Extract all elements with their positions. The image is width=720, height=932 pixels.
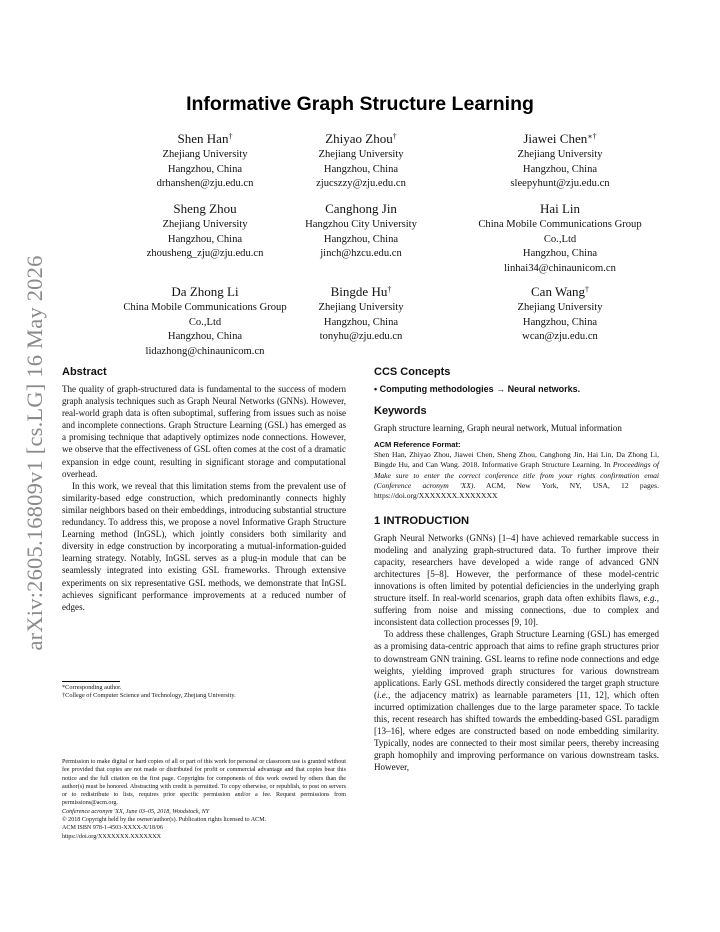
author-line: China Mobile Communications Group [478,219,642,230]
author-line: zjucszzy@zju.edu.cn [316,178,406,189]
intro-p1-eg: e.g. [643,593,657,604]
author-card [460,283,660,345]
author-line: Zhejiang University [318,302,404,313]
author-card [261,130,461,192]
footnote-corresponding: *Corresponding author. [62,684,122,691]
intro-paragraph-1 [374,532,659,629]
author-line: Hangzhou, China [323,233,399,245]
author-line: Zhejiang University [162,149,248,160]
permission-text: Permission to make digital or hard copies of all or part of this work for personal or classroom use is granted without fee provided that copies are not made or distributed for profit or commercial advantage and that copies bear this notice and the full citation on the first page. Copyrights for components of this work owned by others than the author(s) must be honored. Abstracting with credit is permitted. To copy otherwise, or republish, to post on servers or to redistribute to lists, requires prior specific permission and/or a fee. Request permissions from permissions@acm.org. [62,759,346,807]
author-line: jinch@hzcu.edu.cn [320,248,402,259]
author-line: Co.,Ltd [543,233,577,245]
author-mark: † [392,132,397,141]
acm-ref-proceedings: Proceedings of Make sure to enter the correct conference title from your rights confirmation emai (Conference acronym 'XX) [374,460,659,490]
author-line: Hangzhou City University [305,219,417,230]
author-name: Hai Lin [539,201,581,216]
conference-line: Conference acronym 'XX, June 03–05, 2018, Woodstock, NY [62,808,210,815]
footnotes [62,684,346,701]
author-name: Canghong Jin [325,201,397,216]
intro-p2-a: To address these challenges, Graph Structure Learning (GSL) has emerged as a promising data-centric approach that aims to refine graph structures prior to downstream GNN training. GSL learns to refine node connections and edge weights, yielding improved graph structures for various downstream applications. Early GSL methods directly considered the target graph structure ( [374,629,659,700]
author-line: Co.,Ltd [188,316,222,328]
isbn-line: ACM ISBN 978-1-4503-XXXX-X/18/06 [62,825,163,832]
author-line: Hangzhou, China [323,163,399,175]
permission-block [62,758,346,841]
author-line: Hangzhou, China [167,331,243,342]
paper-title: Informative Graph Structure Learning [186,93,534,115]
arxiv-stamp-text: arXiv:2605.16809v1 [cs.LG] 16 May 2026 [22,255,47,651]
author-name: Sheng Zhou [173,201,237,216]
author-line: sleepyhunt@zju.edu.cn [510,178,610,189]
author-name: Zhiyao Zhou† [325,131,397,146]
author-line: Hangzhou, China [167,233,243,245]
author-line: lidazhong@chinaunicom.cn [145,345,265,357]
author-mark: † [228,132,233,141]
author-card [261,283,461,345]
author-line: zhousheng_zju@zju.edu.cn [146,248,264,259]
acm-ref-authors: Shen Han, Zhiyao Zhou, Jiawei Chen, Sheng Zhou, Canghong Jin, Hai Lin, Da Zhong Li, Bingde Hu, and Can Wang. 2018. Informative Graph Structure Learning. In [374,450,659,470]
author-line: Hangzhou, China [167,163,243,175]
author-line: tonyhu@zju.edu.cn [319,331,403,342]
intro-p1-b: , suffering from noise and missing connections, due to complex and inconsistent data collection processes [9, 10]. [374,593,659,628]
footnote-rule [62,681,120,682]
author-name: Can Wang† [531,284,589,299]
author-mark: † [584,285,589,294]
intro-heading: 1 INTRODUCTION [374,514,470,527]
right-column [374,366,659,773]
author-line: Hangzhou, China [522,316,598,328]
footnote-affiliation: †College of Computer Science and Technology, Zhejiang University. [62,692,236,700]
author-line: Zhejiang University [517,302,603,313]
intro-p2-ie: i.e. [377,689,389,700]
author-name: Shen Han† [177,131,233,146]
author-line: linhai34@chinaunicom.cn [504,262,616,274]
author-mark: ∗† [587,132,597,141]
intro-p1-a: Graph Neural Networks (GNNs) [1–4] have achieved remarkable success in modeling and analyzing graph-structured data. To further improve their capacity, researchers have developed a wide range of advanced GNN architectures [5–8]. However, the performance of these model-centric innovations is often limited by potential deficiencies in the underlying graph structure itself. In real-world scenarios, graph data often exhibits flaws, [374,532,659,604]
author-line: Zhejiang University [517,149,603,160]
author-name: Jiawei Chen∗† [523,131,597,146]
abstract-paragraph-2: In this work, we reveal that this limitation stems from the prevalent use of similarity-based edge construction, which predominantly connects highly similar neighbors based on their embeddings, introducing substantial structure redundancy. To address this, we propose a novel Informative Graph Structure Learning method (InGSL), which jointly considers both similarity and diversity in edge construction by incorporating a mutual-information-guided learning strategy. Notably, InGSL serves as a plug-in module that can be seamlessly integrated into existing GSL frameworks. Through extensive experiments on six representative GSL methods, we demonstrate that InGSL achieves significant performance improvements at a reduced number of edges. [62,480,346,612]
acm-ref-tail: . ACM, New York, NY, USA, 12 pages. https://doi.org/XXXXXXX.XXXXXXX [374,480,660,501]
keywords-text: Graph structure learning, Graph neural network, Mutual information [374,423,622,433]
author-line: China Mobile Communications Group [123,302,287,313]
copyright-line: © 2018 Copyright held by the owner/author(s). Publication rights licensed to ACM. [62,817,267,824]
author-line: Hangzhou, China [522,248,598,259]
keywords-heading: Keywords [374,405,427,417]
author-card [460,200,660,276]
author-mark: † [387,285,392,294]
abstract-paragraph-1: The quality of graph-structured data is fundamental to the success of modern graph analysis techniques such as Graph Neural Networks (GNNs). However, real-world graph data is often suboptimal, suffering from issues such as noise and incomplete connections. Graph Structure Learning (GSL) has emerged as a promising technique that adaptively optimizes node connections. However, we observe that the effectiveness of GSL often comes at the cost of a dramatic expansion in edge count, resulting in significant storage and computational overhead. [62,384,346,479]
abstract-section [62,366,346,613]
intro-paragraph-2 [374,628,659,773]
author-card [460,130,660,192]
doi-line: https://doi.org/XXXXXXX.XXXXXXX [62,833,162,840]
author-line: drhanshen@zju.edu.cn [156,178,254,189]
arxiv-stamp [14,255,56,651]
acm-ref-text [374,450,659,501]
author-name: Da Zhong Li [171,284,239,299]
ccs-item: • Computing methodologies → Neural networks. [374,384,581,394]
acm-ref-heading: ACM Reference Format: [374,440,461,450]
author-line: Hangzhou, China [522,163,598,175]
abstract-heading: Abstract [62,366,107,378]
author-card [261,200,461,262]
author-line: wcan@zju.edu.cn [522,331,598,342]
intro-p2-b: , the adjacency matrix) as learnable parameters [11, 12], which often incurred optimization challenges due to the large parameter space. To tackle this, recent research has shifted towards the embedding-based GSL paradigm [13–16], where edges are constructed based on node embedding similarity. Typically, nodes are connected to their most similar peers, thereby increasing graph homophily and improving performance on various downstream tasks. However, [374,689,659,773]
author-line: Zhejiang University [162,219,248,230]
author-line: Hangzhou, China [323,316,399,328]
author-line: Zhejiang University [318,149,404,160]
author-name: Bingde Hu† [330,284,392,299]
ccs-heading: CCS Concepts [374,366,451,378]
